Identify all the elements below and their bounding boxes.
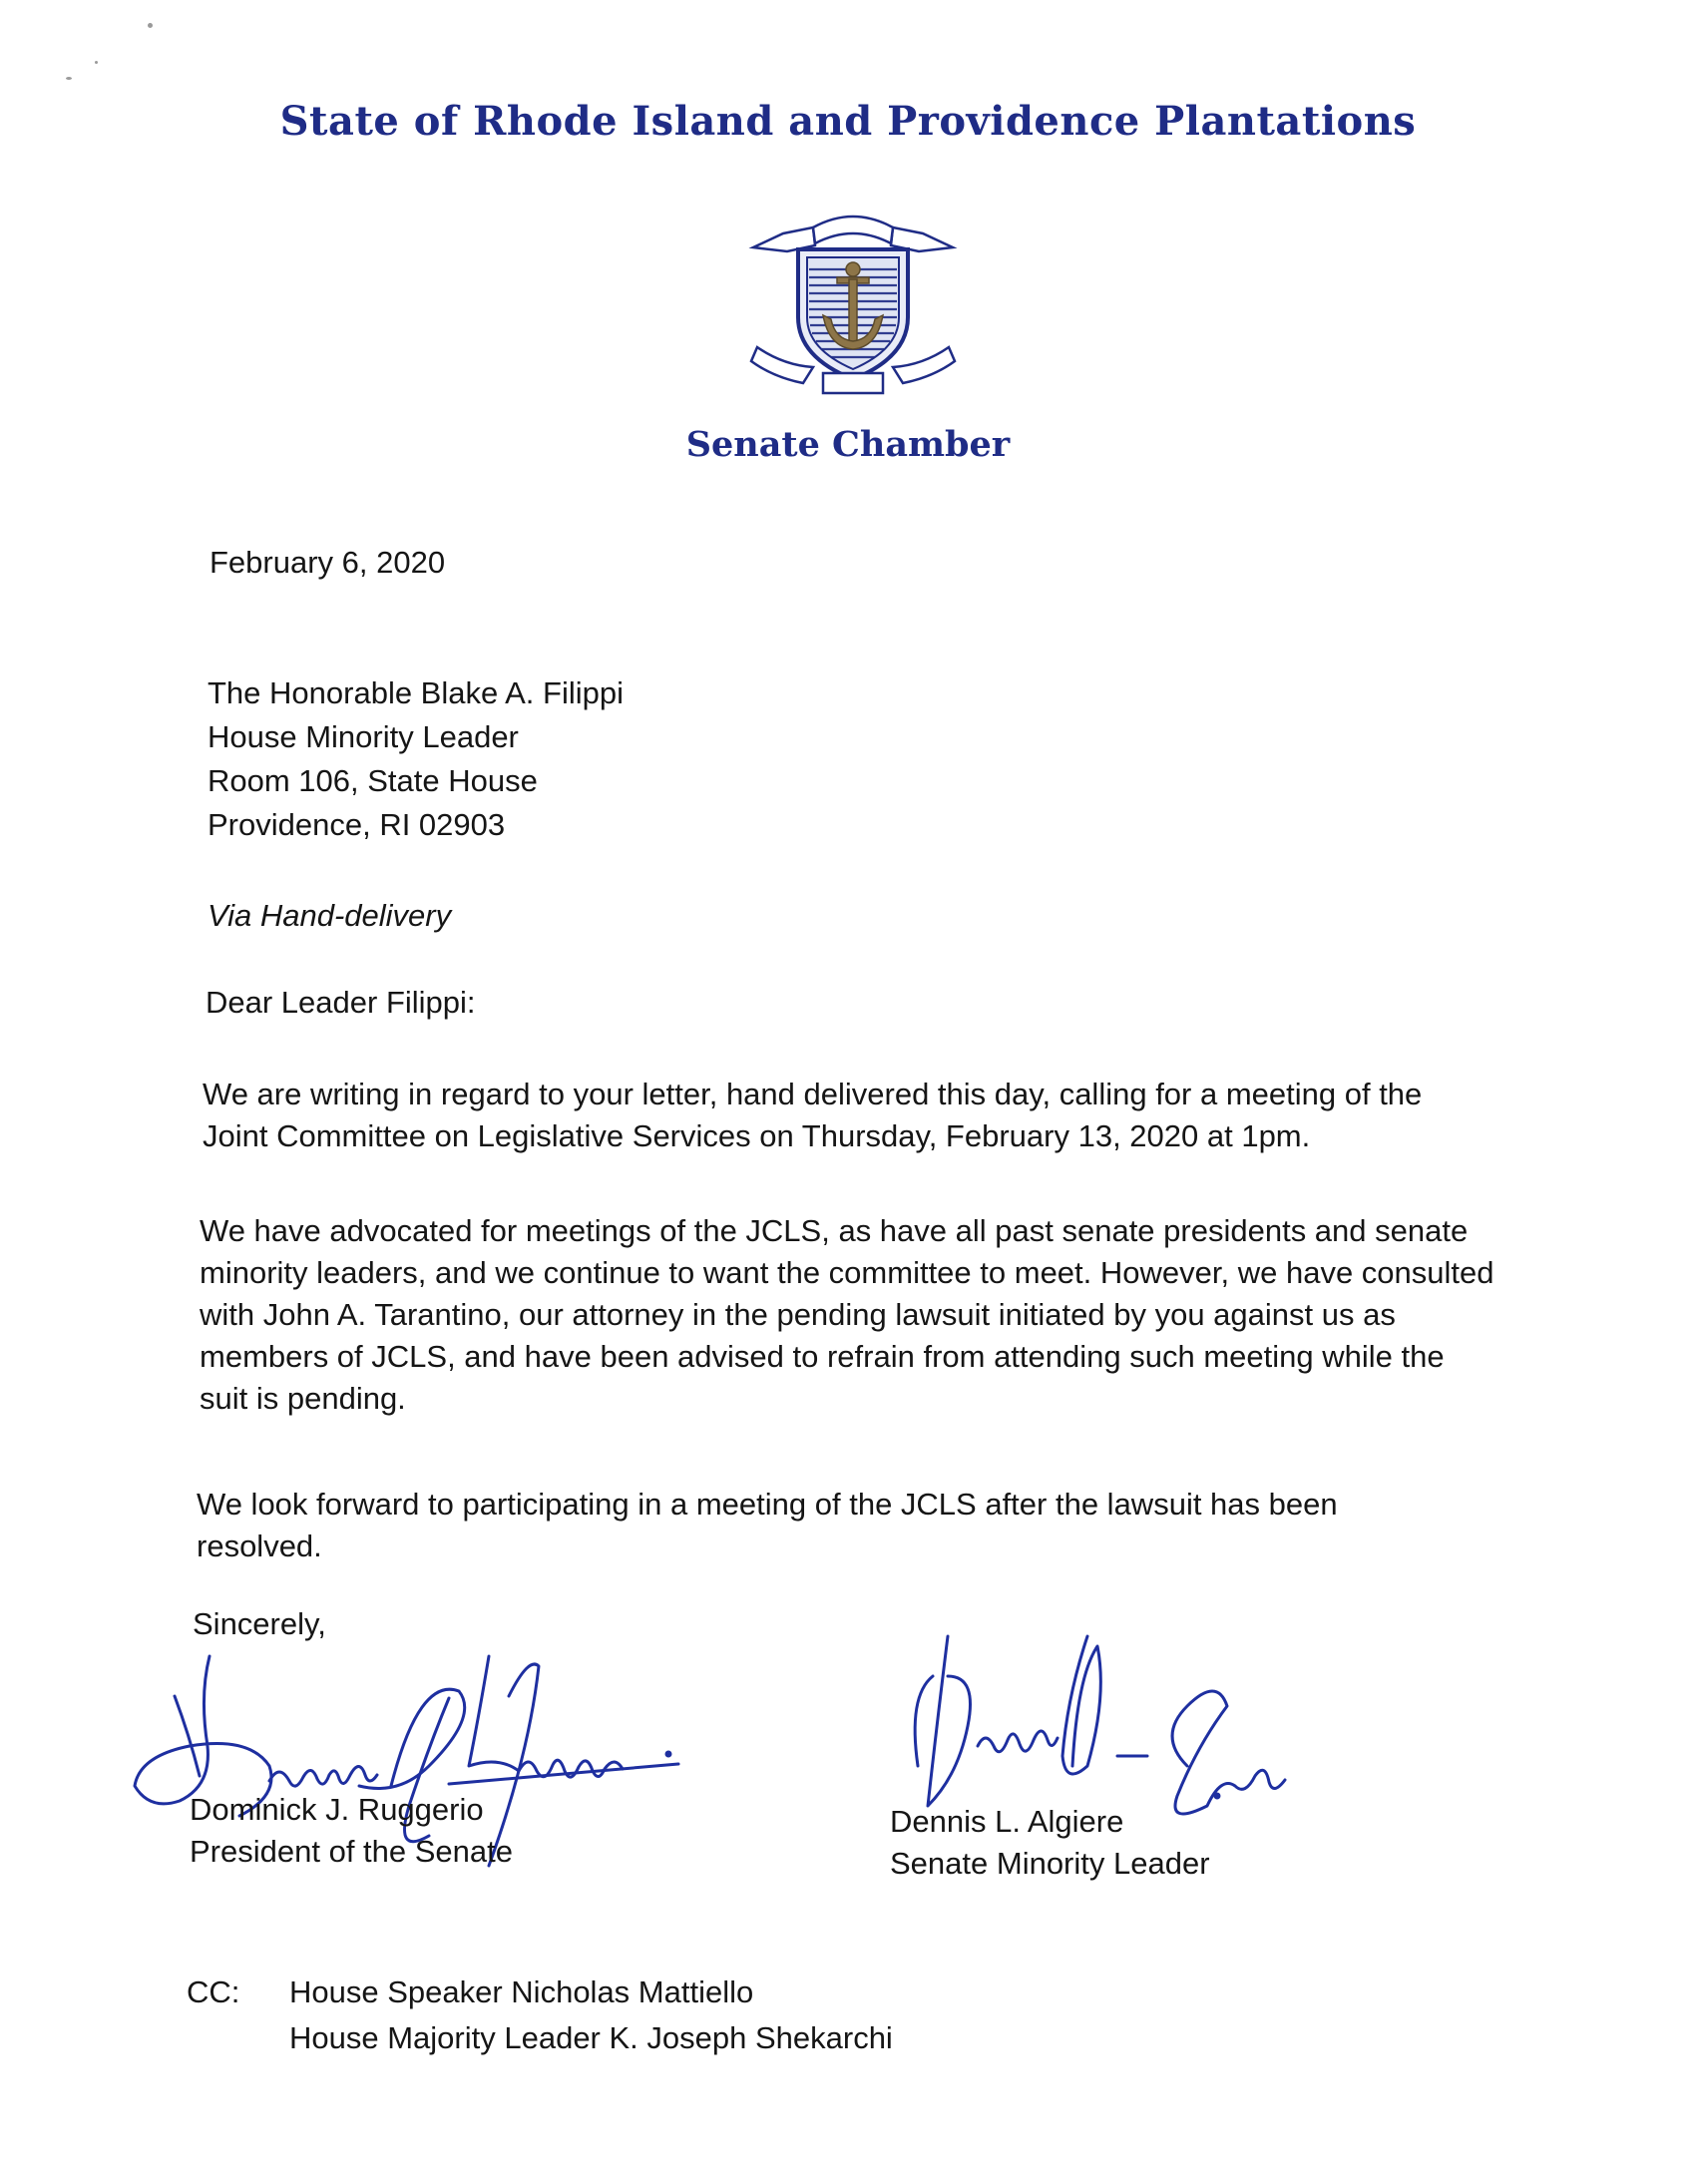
recipient-address-line2: Providence, RI 02903 [208,807,506,842]
signer-title: Senate Minority Leader [890,1846,1210,1881]
signer-block-ruggerio [190,1789,513,1873]
body-paragraph-2: We have advocated for meetings of the JCLS, as have all past senate presidents and senate minority leaders, and we continue to want the committee to meet. However, we have consulted with John A. Tarantino, our attorney in the pending lawsuit initiated by you against us as members of JCLS, and have been advised to refrain from attending such meeting while the suit is pending. [200,1213,1494,1416]
recipient-address [208,671,624,847]
scan-speck [148,23,153,28]
recipient-name: The Honorable Blake A. Filippi [208,675,625,710]
signer-block-algiere [890,1801,1210,1885]
body-paragraph-3: We look forward to participating in a meeting of the JCLS after the lawsuit has been resolved. [197,1487,1338,1563]
closing: Sincerely, [193,1606,326,1641]
recipient-title: House Minority Leader [208,719,519,754]
scan-speck [66,77,72,80]
delivery-method: Via Hand-delivery [208,898,452,933]
cc-label: CC: [187,1974,240,2009]
cc-recipient: House Majority Leader K. Joseph Shekarchi [289,2020,893,2055]
senate-chamber-heading: Senate Chamber [685,424,1011,465]
signer-name: Dominick J. Ruggerio [190,1792,484,1827]
cc-recipient-list [289,1969,893,2061]
letter-date: February 6, 2020 [210,545,446,580]
signer-title: President of the Senate [190,1834,514,1869]
letterhead-title: State of Rhode Island and Providence Plantations [279,98,1417,145]
signer-name: Dennis L. Algiere [890,1804,1124,1839]
body-paragraph-1: We are writing in regard to your letter, hand delivered this day, calling for a meeting of the Joint Committee on Legislative Services on Thursday, February 13, 2020 at 1pm. [203,1077,1423,1153]
scan-speck [95,61,98,64]
rhode-island-seal-anchor-icon [743,198,963,407]
salutation: Dear Leader Filippi: [206,985,476,1020]
recipient-address-line1: Room 106, State House [208,763,538,798]
cc-recipient: House Speaker Nicholas Mattiello [289,1974,754,2009]
